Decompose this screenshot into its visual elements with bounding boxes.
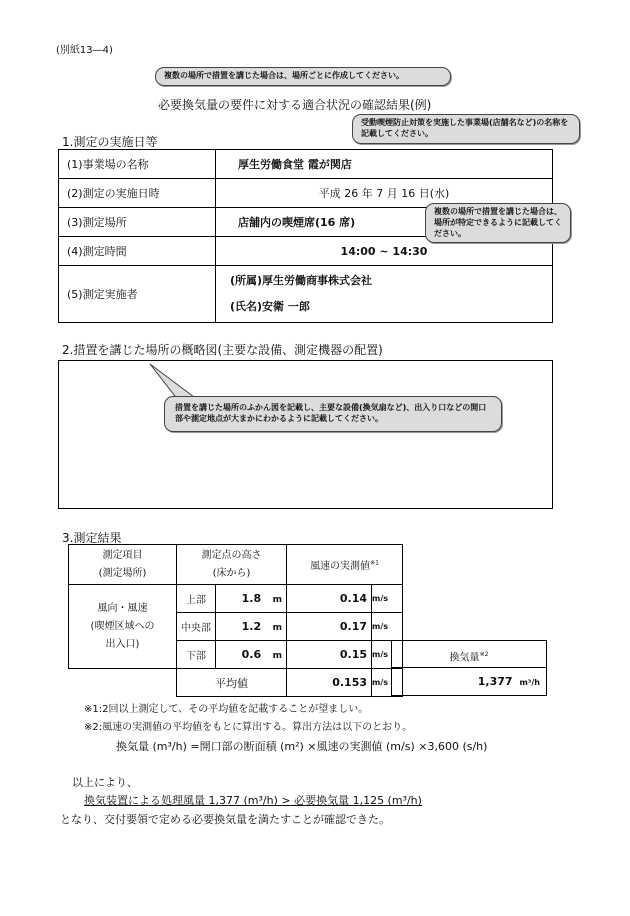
speed-middle-unit: m/s <box>372 613 403 641</box>
header-height: 測定点の高さ (床から) <box>177 545 287 585</box>
table-row <box>59 266 553 323</box>
height-middle: 1.2 m <box>216 613 287 641</box>
item-label: 風向・風速 (喫煙区域への 出入口) <box>69 585 177 669</box>
note-1: ※1:2回以上測定して、その平均値を記載することが望ましい。 <box>84 704 369 715</box>
conclusion-result: となり、交付要領で定める必要換気量を満たすことが確認できた。 <box>60 813 390 826</box>
row-label-business: (1)事業場の名称 <box>59 150 216 179</box>
row-label-time: (4)測定時間 <box>59 237 216 266</box>
measurement-place: 店舗内の喫煙席(16 席) <box>216 208 553 237</box>
row-label-date: (2)測定の実施日時 <box>59 179 216 208</box>
measurement-time: 14:00 ~ 14:30 <box>216 237 553 266</box>
pos-middle: 中央部 <box>177 613 216 641</box>
note-bubble-place: 複数の場所で措置を講じた場合は、場所が特定できるように記載してください。 <box>425 203 571 243</box>
section1-heading: 1.測定の実施日等 <box>62 135 158 149</box>
note-2: ※2:風速の実測値の平均値をもとに算出する。算出方法は以下のとおり。 <box>84 722 413 733</box>
note-bubble-diagram: 措置を講じた場所のふかん図を記載し、主要な設備(換気扇など)、出入り口などの開口部や測定地点が大まかにわかるように記載してください。 <box>164 396 502 432</box>
pos-lower: 下部 <box>177 641 216 669</box>
ventilation-value: 1,377 m³/h <box>391 667 547 696</box>
header-speed: 風速の実測値$^{※1}$ <box>287 545 403 585</box>
table-row <box>69 585 403 613</box>
person-name: (氏名)安衛 一郎 <box>230 300 310 313</box>
business-name: 厚生労働食堂 霞が関店 <box>216 150 553 179</box>
height-lower: 0.6 m <box>216 641 287 669</box>
speed-upper-unit: m/s <box>372 585 403 613</box>
measurement-person-cell <box>216 266 553 323</box>
speed-lower: 0.15 <box>287 641 372 669</box>
section2-heading: 2.措置を講じた場所の概略図(主要な設備、測定機器の配置) <box>62 343 383 357</box>
person-affiliation: (所属)厚生労働商事株式会社 <box>230 274 373 287</box>
conclusion-comparison: 換気装置による処理風量 1,377 (m³/h) > 必要換気量 1,125 (m³/h) <box>84 794 422 807</box>
table-row <box>69 545 403 585</box>
note-bubble-business: 受動喫煙防止対策を実施した事業場(店舗名など)の名称を記載してください。 <box>352 114 580 144</box>
page-title: 必要換気量の要件に対する適合状況の確認結果(例) <box>158 98 432 112</box>
height-upper: 1.8 m <box>216 585 287 613</box>
speed-upper: 0.14 <box>287 585 372 613</box>
measurement-date: 平成 26 年 7 月 16 日(水) <box>216 179 553 208</box>
note-bubble-top: 複数の場所で措置を講じた場合は、場所ごとに作成してください。 <box>155 67 451 86</box>
speed-middle: 0.17 <box>287 613 372 641</box>
form-number: (別紙13―4) <box>56 45 113 56</box>
pos-upper: 上部 <box>177 585 216 613</box>
conclusion-intro: 以上により、 <box>72 776 138 789</box>
speed-lower-unit: m/s <box>372 641 403 669</box>
results-table <box>68 544 403 697</box>
table-row <box>69 669 403 697</box>
table-row <box>59 150 553 179</box>
header-item: 測定項目 (測定場所) <box>69 545 177 585</box>
section3-heading: 3.測定結果 <box>62 531 122 545</box>
row-label-place: (3)測定場所 <box>59 208 216 237</box>
average-label: 平均値 <box>177 669 287 697</box>
ventilation-header: 換気量$^{※2}$ <box>391 640 547 668</box>
average-value: 0.153 <box>287 669 372 697</box>
row-label-person: (5)測定実施者 <box>59 266 216 323</box>
diagram-box <box>58 360 553 509</box>
formula: 換気量 (m³/h) =開口部の断面積 (m²) ×風速の実測値 (m/s) ×3,600 (s/h) <box>116 740 488 753</box>
average-unit: m/s <box>372 669 403 697</box>
